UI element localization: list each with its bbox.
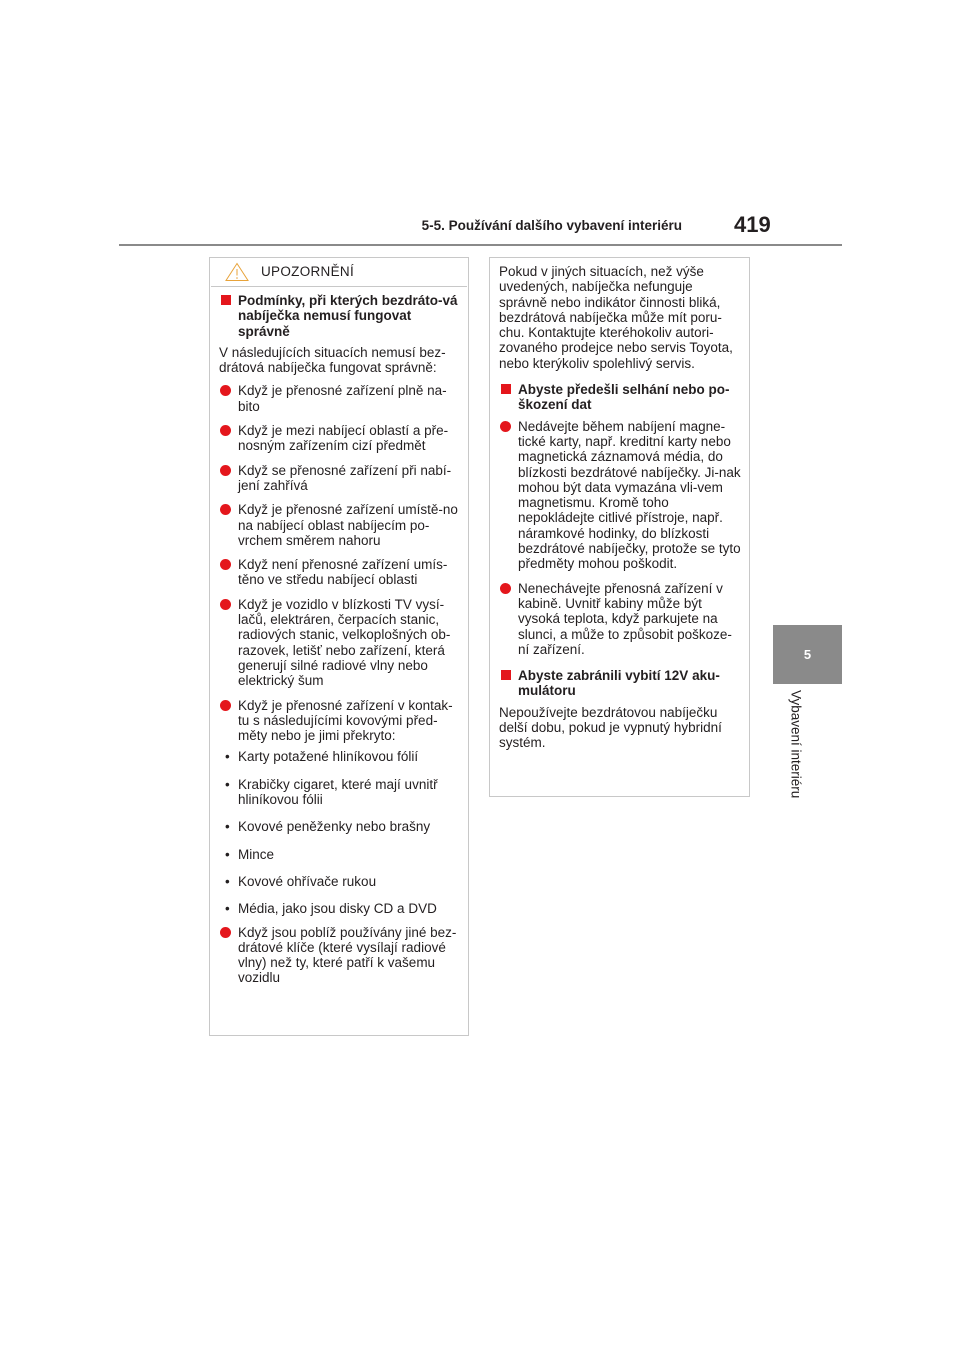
sub-list-item: • Kovové ohřívače rukou (225, 873, 377, 889)
chapter-label-text: Vybavení interiéru (788, 690, 804, 799)
list-item: Nenechávejte přenosná zařízení v kabině. Uvnitř kabiny může být vysoká teplota, když parkujete na slunci, a může to způsobit poškoze-ní zařízení. (499, 581, 741, 657)
sub-list-item: • Kovové peněženky nebo brašny (225, 819, 431, 835)
warning-heading-text: Podmínky, při kterých bezdráto-vá nabíječka nemusí fungovat správně (238, 293, 458, 339)
red-dot-icon (220, 425, 231, 436)
chapter-side-label (785, 690, 807, 825)
list-item: Když se přenosné zařízení při nabí-jení zahřívá (219, 463, 460, 494)
warning-content (210, 287, 468, 986)
red-dot-icon (500, 421, 511, 432)
continued-intro: Pokud v jiných situacích, než výše uvedených, nabíječka nefunguje správně nebo indikátor činnosti bliká, bezdrátová nabíječka může mít poru-chu. Kontaktujte kteréhokoliv autori-zovaného prodejce nebo servis Toyota, nebo kterýkoliv spolehlivý servis. (499, 264, 733, 371)
red-square-icon (501, 384, 511, 394)
sub-list-item: • Karty potažené hliníkovou fólií (225, 749, 419, 765)
red-dot-icon (220, 700, 231, 711)
warning-header (211, 258, 467, 287)
list-item: Když je přenosné zařízení v kontak-tu s následujícími kovovými před-měty nebo je jimi překryto: (219, 698, 460, 744)
data-protection-heading: Abyste předešli selhání nebo po-škození dat (499, 382, 741, 413)
warning-box (209, 257, 469, 1036)
red-dot-icon (220, 599, 231, 610)
list-item: Když je mezi nabíjecí oblastí a pře-nosným zařízením cizí předmět (219, 423, 460, 454)
list-item: Nedávejte během nabíjení magne-tické karty, např. kreditní karty nebo magnetická záznamová média, do blízkosti bezdrátové nabíječky. Ji-nak mohou být data vymazána vli-vem magnetismu. Kromě toho nepokládejte citlivé přístroje, např. náramkové hodinky, do blízkosti bezdrátové nabíječky, protože se tyto předměty mohou poškodit. (499, 419, 741, 572)
list-item: Když je přenosné zařízení plně na-bito (219, 383, 460, 414)
battery-heading: Abyste zabránili vybití 12V aku-mulátoru (499, 668, 741, 699)
red-dot-icon (220, 385, 231, 396)
continued-warning-box (489, 257, 750, 797)
sub-list-item: • Mince (225, 846, 275, 862)
red-dot-icon (500, 583, 511, 594)
list-item: Když jsou poblíž používány jiné bez-drátové klíče (které vysílají radiové vlny) než ty, které patří k vašemu vozidlu (219, 925, 460, 986)
red-square-icon (221, 295, 231, 305)
continued-content (490, 258, 749, 751)
red-dot-icon (220, 504, 231, 515)
warning-heading (219, 293, 460, 339)
red-dot-icon (220, 465, 231, 476)
sub-list-item: • Krabičky cigaret, které mají uvnitř hliníkovou fólii (225, 776, 438, 808)
header-divider (119, 244, 842, 246)
red-dot-icon (220, 559, 231, 570)
list-item: Když není přenosné zařízení umís-těno ve středu nabíjecí oblasti (219, 557, 460, 588)
warning-triangle-icon (225, 262, 249, 282)
section-title: 5-5. Používání dalšího vybavení interiéru (421, 218, 682, 233)
chapter-number: 5 (803, 647, 812, 662)
page-number: 419 (734, 212, 771, 237)
list-item: Když je přenosné zařízení umístě-no na nabíjecí oblast nabíjecím po-vrchem směrem nahoru (219, 502, 460, 548)
warning-title: UPOZORNĚNÍ (261, 264, 355, 279)
sub-list-item: • Média, jako jsou disky CD a DVD (225, 901, 437, 917)
red-dot-icon (220, 927, 231, 938)
battery-paragraph: Nepoužívejte bezdrátovou nabíječku delší dobu, pokud je vypnutý hybridní systém. (499, 704, 722, 751)
list-item: Když je vozidlo v blízkosti TV vysí-lačů, elektráren, čerpacích stanic, radiových stanic, velkoplošných ob-razovek, letišť nebo zařízení, která generují silné radiové vlny nebo elektrický šum (219, 597, 460, 689)
chapter-number-tab (773, 625, 842, 684)
red-square-icon (501, 670, 511, 680)
warning-intro: V následujících situacích nemusí bez-drátová nabíječka fungovat správně: (219, 344, 446, 376)
